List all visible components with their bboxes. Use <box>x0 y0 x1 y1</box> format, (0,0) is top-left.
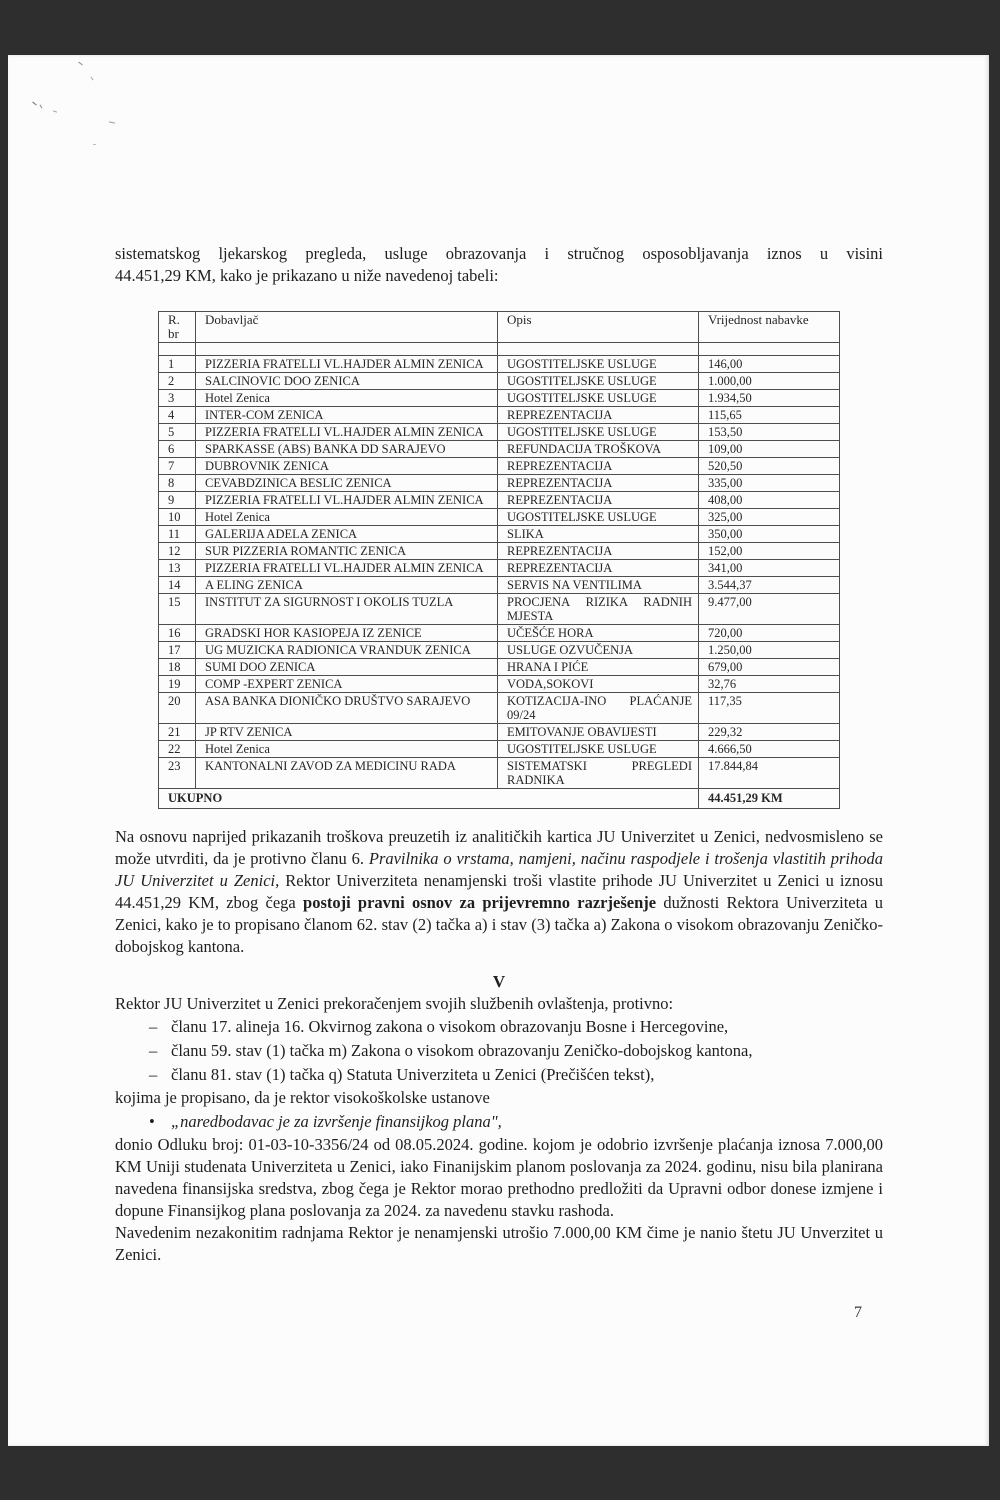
table-cell: PIZZERIA FRATELLI VL.HAJDER ALMIN ZENICA <box>196 492 498 509</box>
table-cell: SISTEMATSKI PREGLEDI RADNIKA <box>498 758 699 789</box>
table-row <box>159 625 840 642</box>
document-page <box>8 55 989 1446</box>
table-cell: REPREZENTACIJA <box>498 407 699 424</box>
table-cell: 350,00 <box>699 526 840 543</box>
table-row <box>159 560 840 577</box>
table-cell: VODA,SOKOVI <box>498 676 699 693</box>
table-cell: ASA BANKA DIONIČKO DRUŠTVO SARAJEVO <box>196 693 498 724</box>
table-cell: 7 <box>159 458 196 475</box>
table-cell: SUMI DOO ZENICA <box>196 659 498 676</box>
table-body <box>159 356 840 789</box>
table-cell: 4 <box>159 407 196 424</box>
table-cell: 8 <box>159 475 196 492</box>
table-cell: 32,76 <box>699 676 840 693</box>
total-value: 44.451,29 KM <box>699 789 840 809</box>
table-cell: 11 <box>159 526 196 543</box>
table-cell: REPREZENTACIJA <box>498 543 699 560</box>
table-cell: A ELING ZENICA <box>196 577 498 594</box>
table-cell: 109,00 <box>699 441 840 458</box>
page-content <box>8 55 989 1266</box>
table-cell: 341,00 <box>699 560 840 577</box>
table-cell: UGOSTITELJSKE USLUGE <box>498 390 699 407</box>
table-cell: JP RTV ZENICA <box>196 724 498 741</box>
table-cell: HRANA I PIĆE <box>498 659 699 676</box>
table-cell: 720,00 <box>699 625 840 642</box>
table-cell: 16 <box>159 625 196 642</box>
table-cell: Hotel Zenica <box>196 390 498 407</box>
procurement-table-wrap <box>158 311 883 809</box>
text-run: Pravilnika o vrstama, namjeni, načinu raspodjele i trošenja vlastitih prihoda JU Univerzitet u Zenici, <box>115 849 883 890</box>
table-cell: REFUNDACIJA TROŠKOVA <box>498 441 699 458</box>
table-row <box>159 492 840 509</box>
table-cell: 13 <box>159 560 196 577</box>
table-row <box>159 659 840 676</box>
table-cell: PROCJENA RIZIKA RADNIH MJESTA <box>498 594 699 625</box>
dash-marker: – <box>149 1017 158 1036</box>
table-row <box>159 693 840 724</box>
table-cell: 1.934,50 <box>699 390 840 407</box>
table-cell: SERVIS NA VENTILIMA <box>498 577 699 594</box>
table-cell: 9.477,00 <box>699 594 840 625</box>
column-header-opis: Opis <box>498 312 699 343</box>
table-cell: 325,00 <box>699 509 840 526</box>
table-cell: SLIKA <box>498 526 699 543</box>
bullet-marker: • <box>149 1112 155 1131</box>
table-cell: UGOSTITELJSKE USLUGE <box>498 356 699 373</box>
bullet-item-text: „naredbodavac je za izvršenje finansijkog plana", <box>171 1112 502 1131</box>
dash-item-text: članu 81. stav (1) tačka q) Statuta Univerziteta u Zenici (Prečišćen tekst), <box>171 1065 655 1084</box>
table-cell: UG MUZICKA RADIONICA VRANDUK ZENICA <box>196 642 498 659</box>
table-cell: 20 <box>159 693 196 724</box>
dash-item-text: članu 59. stav (1) tačka m) Zakona o visokom obrazovanju Zeničko-dobojskog kantona, <box>171 1041 753 1060</box>
table-cell: USLUGE OZVUČENJA <box>498 642 699 659</box>
table-cell: GRADSKI HOR KASIOPEJA IZ ZENICE <box>196 625 498 642</box>
table-cell: REPREZENTACIJA <box>498 458 699 475</box>
table-row <box>159 676 840 693</box>
legal-reference-list <box>115 1015 883 1087</box>
table-cell: REPREZENTACIJA <box>498 492 699 509</box>
table-cell: DUBROVNIK ZENICA <box>196 458 498 475</box>
table-cell: 153,50 <box>699 424 840 441</box>
table-cell: PIZZERIA FRATELLI VL.HAJDER ALMIN ZENICA <box>196 356 498 373</box>
decision-paragraph: donio Odluku broj: 01-03-10-3356/24 od 08.05.2024. godine. kojom je odobrio izvršenje plaćanja iznosa 7.000,00 KM Uniji studenata Univerziteta u Zenici, iako Finanijskim planom poslovanja za 2024. godinu, nisu bila planirana navedena finansijska sredstva, zbog čega je Rektor morao prethodno predložiti da Upravni odbor donese izmjene i dopune Finansijkog plana poslovanja za 2024. za navedenu stavku rashoda. <box>115 1135 883 1220</box>
total-label: UKUPNO <box>159 789 699 809</box>
section-iv-paragraph <box>115 826 883 958</box>
text-run: postoji pravni osnov za prijevremno razrješenje <box>303 893 657 912</box>
table-row <box>159 741 840 758</box>
scan-speck <box>109 122 115 123</box>
table-cell: 3.544,37 <box>699 577 840 594</box>
table-cell: Hotel Zenica <box>196 509 498 526</box>
table-cell: REPREZENTACIJA <box>498 560 699 577</box>
scan-speck <box>53 111 57 112</box>
table-cell: GALERIJA ADELA ZENICA <box>196 526 498 543</box>
table-cell: 17.844,84 <box>699 758 840 789</box>
table-cell: 21 <box>159 724 196 741</box>
table-cell: 5 <box>159 424 196 441</box>
table-cell: SALCINOVIC DOO ZENICA <box>196 373 498 390</box>
table-cell: 152,00 <box>699 543 840 560</box>
table-cell: UGOSTITELJSKE USLUGE <box>498 509 699 526</box>
table-cell: UČEŠĆE HORA <box>498 625 699 642</box>
table-cell: 10 <box>159 509 196 526</box>
intro-line-2: 44.451,29 KM, kako je prikazano u niže navedenoj tabeli: <box>115 266 499 285</box>
table-row <box>159 356 840 373</box>
table-cell: 17 <box>159 642 196 659</box>
intro-paragraph <box>115 243 883 287</box>
text-run: Na osnovu naprijed prikazanih troškova preuzetih iz analitičkih kartica JU Univerzitet u Zenici, nedvosmisleno se može utvrditi, da je protivno članu 6. <box>115 827 883 868</box>
table-cell: 15 <box>159 594 196 625</box>
table-row <box>159 390 840 407</box>
scan-speck <box>78 63 83 64</box>
dash-item <box>115 1015 883 1039</box>
table-row <box>159 509 840 526</box>
table-row <box>159 594 840 625</box>
table-cell: EMITOVANJE OBAVIJESTI <box>498 724 699 741</box>
table-header-row <box>159 312 840 343</box>
table-cell: UGOSTITELJSKE USLUGE <box>498 373 699 390</box>
scan-speck <box>93 144 96 145</box>
text-run: Rektor Univerziteta nenamjenski troši vlastite prihode JU Univerzitet u Zenici u iznosu 44.451,29 KM, zbog čega <box>115 871 883 912</box>
table-cell: 1.000,00 <box>699 373 840 390</box>
dash-item-text: članu 17. alineja 16. Okvirnog zakona o visokom obrazovanju Bosne i Hercegovine, <box>171 1017 729 1036</box>
table-cell: SUR PIZZERIA ROMANTIC ZENICA <box>196 543 498 560</box>
intro-line-1: sistematskog ljekarskog pregleda, usluge obrazovanja i stručnog osposobljavanja iznos u visini <box>115 244 883 263</box>
column-header-rbr: R. br <box>159 312 196 343</box>
text-run: dužnosti Rektora Univerziteta u Zenici, kako je to propisano članom 62. stav (2) tačka a) i stav (3) tačka a) Zakona o visokom obrazovanju Zeničko-dobojskog kantona. <box>115 893 884 956</box>
table-cell: REPREZENTACIJA <box>498 475 699 492</box>
page-number: 7 <box>854 1304 862 1321</box>
table-cell: INSTITUT ZA SIGURNOST I OKOLIS TUZLA <box>196 594 498 625</box>
table-cell: INTER-COM ZENICA <box>196 407 498 424</box>
table-cell: 408,00 <box>699 492 840 509</box>
bullet-item <box>115 1109 883 1134</box>
table-row <box>159 758 840 789</box>
table-cell: COMP -EXPERT ZENICA <box>196 676 498 693</box>
table-cell: 520,50 <box>699 458 840 475</box>
table-row <box>159 424 840 441</box>
table-row <box>159 475 840 492</box>
damage-paragraph: Navedenim nezakonitim radnjama Rektor je nenamjenski utrošio 7.000,00 KM čime je nanio štetu JU Unverzitet u Zenici. <box>115 1223 883 1264</box>
table-cell: Hotel Zenica <box>196 741 498 758</box>
table-cell: 9 <box>159 492 196 509</box>
table-cell: 335,00 <box>699 475 840 492</box>
table-cell: KOTIZACIJA-INO PLAĆANJE 09/24 <box>498 693 699 724</box>
section-v-intro: Rektor JU Univerzitet u Zenici prekoračenjem svojih službenih ovlaštenja, protivno: <box>115 994 674 1013</box>
table-cell: 117,35 <box>699 693 840 724</box>
table-cell: 6 <box>159 441 196 458</box>
table-cell: 19 <box>159 676 196 693</box>
table-cell: 14 <box>159 577 196 594</box>
table-cell: 1 <box>159 356 196 373</box>
table-row <box>159 458 840 475</box>
dash-item <box>115 1039 883 1063</box>
table-row <box>159 526 840 543</box>
table-cell: 146,00 <box>699 356 840 373</box>
total-row <box>159 789 840 809</box>
table-cell: 23 <box>159 758 196 789</box>
procurement-table <box>158 311 840 809</box>
table-cell: KANTONALNI ZAVOD ZA MEDICINU RADA <box>196 758 498 789</box>
table-row <box>159 441 840 458</box>
dash-marker: – <box>149 1065 158 1084</box>
dash-item <box>115 1063 883 1087</box>
table-cell: SPARKASSE (ABS) BANKA DD SARAJEVO <box>196 441 498 458</box>
table-row <box>159 373 840 390</box>
table-row <box>159 642 840 659</box>
table-cell: 115,65 <box>699 407 840 424</box>
table-cell: 1.250,00 <box>699 642 840 659</box>
scan-speck <box>32 103 37 104</box>
table-spacer-row <box>159 343 840 356</box>
scan-speck <box>39 106 43 107</box>
table-cell: 679,00 <box>699 659 840 676</box>
table-row <box>159 407 840 424</box>
table-cell: 22 <box>159 741 196 758</box>
table-cell: CEVABDZINICA BESLIC ZENICA <box>196 475 498 492</box>
column-header-vrijednost: Vrijednost nabavke <box>699 312 840 343</box>
after-items-line: kojima je propisano, da je rektor visokoškolske ustanove <box>115 1088 490 1107</box>
table-cell: 2 <box>159 373 196 390</box>
table-cell: 4.666,50 <box>699 741 840 758</box>
scan-speck <box>90 78 94 79</box>
table-cell: UGOSTITELJSKE USLUGE <box>498 424 699 441</box>
table-cell: UGOSTITELJSKE USLUGE <box>498 741 699 758</box>
table-cell: 229,32 <box>699 724 840 741</box>
table-row <box>159 543 840 560</box>
table-row <box>159 577 840 594</box>
dash-marker: – <box>149 1041 158 1060</box>
table-cell: 3 <box>159 390 196 407</box>
table-cell: PIZZERIA FRATELLI VL.HAJDER ALMIN ZENICA <box>196 424 498 441</box>
table-row <box>159 724 840 741</box>
section-v-heading: V <box>492 972 506 991</box>
column-header-dobavljac: Dobavljač <box>196 312 498 343</box>
table-cell: PIZZERIA FRATELLI VL.HAJDER ALMIN ZENICA <box>196 560 498 577</box>
table-cell: 12 <box>159 543 196 560</box>
table-cell: 18 <box>159 659 196 676</box>
